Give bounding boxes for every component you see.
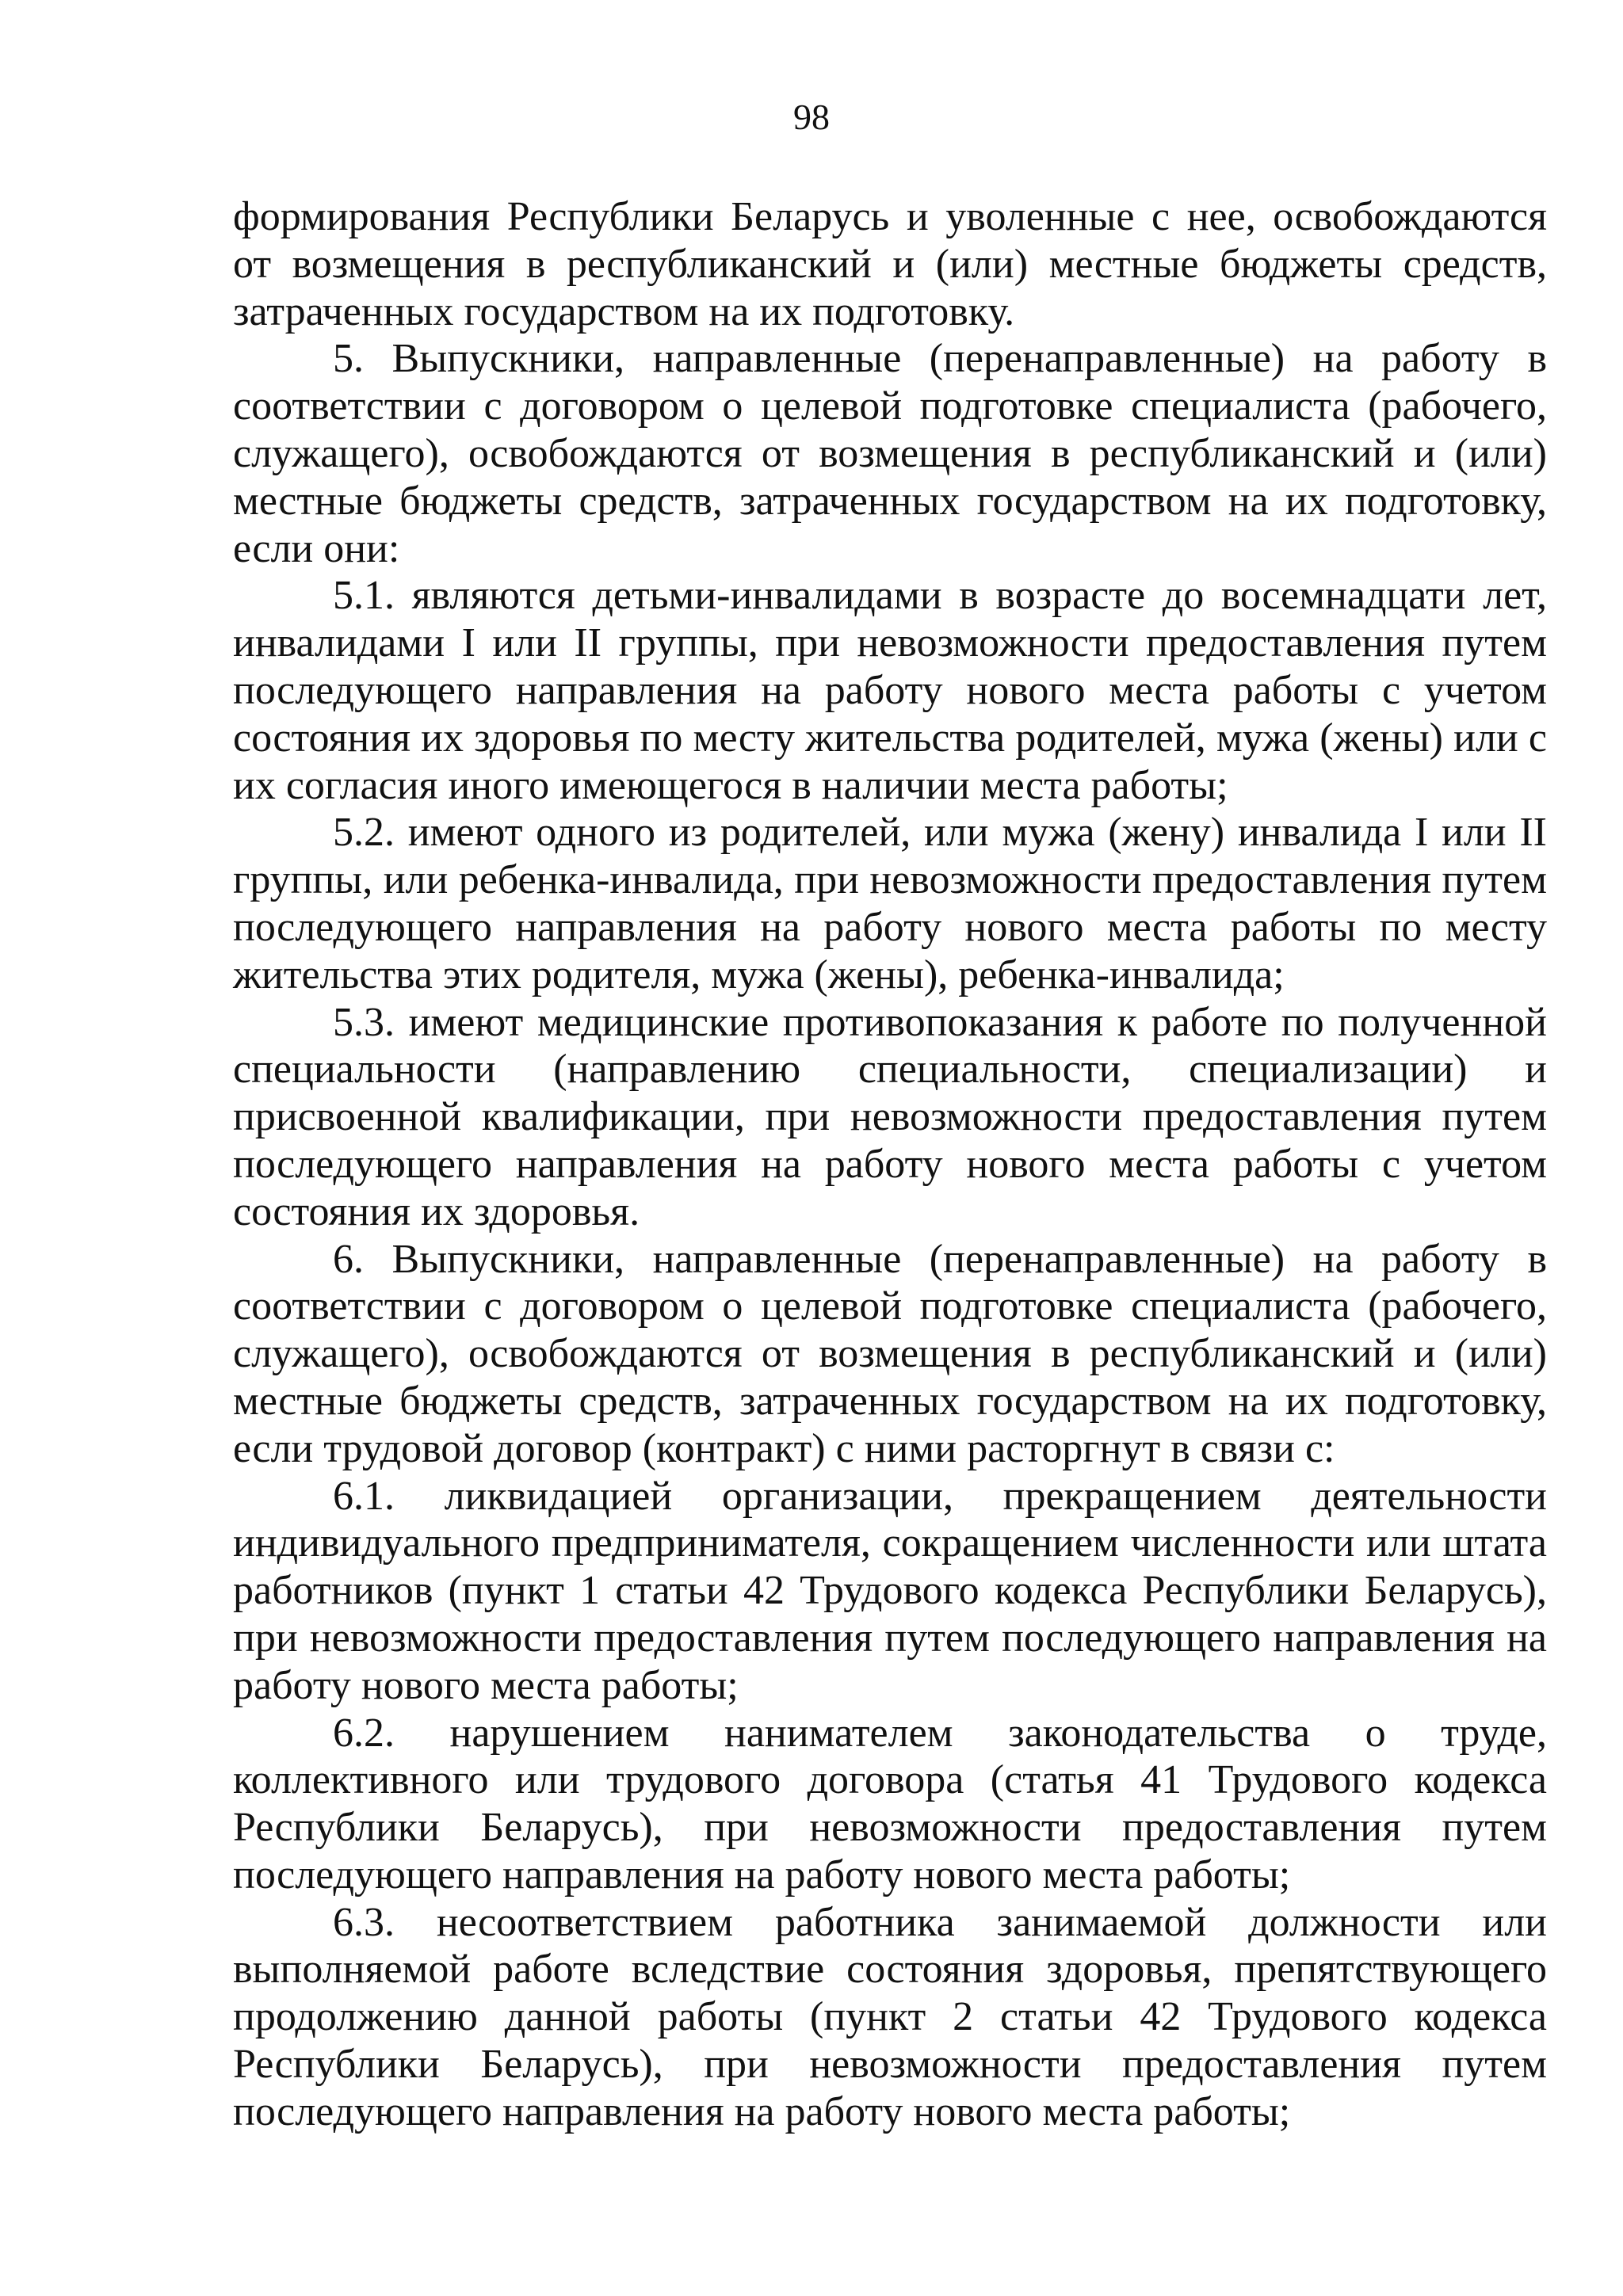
paragraph-item-5-3: 5.3. имеют медицинские противопоказания к работе по полученной специальности (направлению специальности, специализации) и присвоенной квалификации, при невозможности предоставления путем последующего направления на работу нового места работы с учетом состояния их здоровья. — [233, 999, 1547, 1234]
paragraph-item-5: 5. Выпускники, направленные (перенаправленные) на работу в соответствии с договором о целевой подготовке специалиста (рабочего, служащего), освобождаются от возмещения в республиканский и (или) местные бюджеты средств, затраченных государством на их подготовку, если они: — [233, 336, 1547, 571]
paragraph-item-5-1: 5.1. являются детьми-инвалидами в возрасте до восемнадцати лет, инвалидами I или II группы, при невозможности предоставления путем последующего направления на работу нового места работы с учетом состояния их здоровья по месту жительства родителей, мужа (жены) или с их согласия иного имеющегося в наличии места работы; — [233, 573, 1547, 808]
paragraph-continuation: формирования Республики Беларусь и уволенные с нее, освобождаются от возмещения в республиканский и (или) местные бюджеты средств, затраченных государством на их подготовку. — [233, 194, 1547, 334]
paragraph-item-5-2: 5.2. имеют одного из родителей, или мужа (жену) инвалида I или II группы, или ребенка-инвалида, при невозможности предоставления путем последующего направления на работу нового места работы по месту жительства этих родителя, мужа (жены), ребенка-инвалида; — [233, 810, 1547, 997]
document-body — [233, 193, 1547, 2136]
paragraph-item-6-2: 6.2. нарушением нанимателем законодательства о труде, коллективного или трудового договора (статья 41 Трудового кодекса Республики Беларусь), при невозможности предоставления путем последующего направления на работу нового места работы; — [233, 1710, 1547, 1897]
paragraph-item-6: 6. Выпускники, направленные (перенаправленные) на работу в соответствии с договором о целевой подготовке специалиста (рабочего, служащего), освобождаются от возмещения в республиканский и (или) местные бюджеты средств, затраченных государством на их подготовку, если трудовой договор (контракт) с ними расторгнут в связи с: — [233, 1236, 1547, 1471]
paragraph-item-6-1: 6.1. ликвидацией организации, прекращением деятельности индивидуального предпринимателя, сокращением численности или штата работников (пункт 1 статьи 42 Трудового кодекса Республики Беларусь), при невозможности предоставления путем последующего направления на работу нового места работы; — [233, 1473, 1547, 1708]
paragraph-item-6-3: 6.3. несоответствием работника занимаемой должности или выполняемой работе вследствие состояния здоровья, препятствующего продолжению данной работы (пункт 2 статьи 42 Трудового кодекса Республики Беларусь), при невозможности предоставления путем последующего направления на работу нового места работы; — [233, 1899, 1547, 2134]
page-number: 98 — [793, 97, 830, 137]
